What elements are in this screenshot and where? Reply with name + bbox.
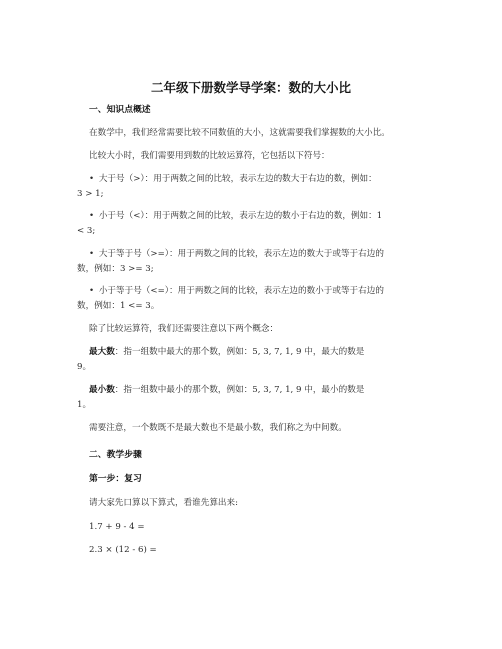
bullet-icon: • — [89, 249, 95, 259]
section-2-heading: 二、教学步骤 — [89, 450, 142, 460]
step-1-heading: 第一步：复习 — [89, 474, 142, 484]
bullet-less-equal — [89, 285, 384, 298]
bullet-less-than — [89, 210, 382, 223]
bullet-less-equal-cont: 数，例如：1 <= 3。 — [77, 301, 160, 311]
bullet-greater-equal-text: 大于等于号（>=）：用于两数之间的比较，表示左边的数大于或等于右边的 — [98, 249, 384, 259]
bullet-icon: • — [89, 174, 95, 184]
bullet-greater-than-text: 大于号（>）：用于两数之间的比较，表示左边的数大于右边的数，例如： — [98, 174, 377, 184]
bullet-greater-equal-cont: 数，例如：3 >= 3; — [77, 264, 154, 274]
bullet-less-than-cont: < 3; — [77, 226, 96, 236]
min-number-text: ：指一组数中最小的那个数，例如：5, 3, 7, 1, 9 中，最小的数是 — [114, 385, 365, 395]
step-1-instruction: 请大家先口算以下算式，看谁先算出来: — [89, 498, 238, 508]
max-number-term: 最大数 — [89, 347, 115, 357]
max-number-text: ：指一组数中最大的那个数，例如：5, 3, 7, 1, 9 中，最大的数是 — [114, 347, 365, 357]
bullet-greater-than-cont: 3 > 1; — [77, 189, 104, 199]
max-number-cont: 9。 — [77, 362, 92, 372]
concepts-intro: 除了比较运算符，我们还需要注意以下两个概念： — [89, 324, 279, 334]
middle-number-note: 需要注意，一个数既不是最大数也不是最小数，我们称之为中间数。 — [89, 423, 347, 433]
bullet-icon: • — [89, 211, 95, 221]
intro-paragraph-1: 在数学中，我们经常需要比较不同数值的大小，这就需要我们掌握数的大小比。 — [89, 128, 390, 138]
bullet-greater-equal — [89, 248, 384, 261]
bullet-less-equal-text: 小于等于号（<=）：用于两数之间的比较，表示左边的数小于或等于右边的 — [98, 286, 384, 296]
min-number-cont: 1。 — [77, 400, 92, 410]
bullet-greater-than — [89, 173, 377, 186]
section-1-heading: 一、知识点概述 — [89, 105, 151, 115]
intro-paragraph-2: 比较大小时，我们需要用到数的比较运算符，它包括以下符号： — [89, 151, 330, 161]
min-number-term: 最小数 — [89, 385, 115, 395]
page-title: 二年级下册数学导学案：数的大小比 — [150, 80, 351, 95]
exercise-1: 1.7 + 9 - 4 = — [89, 522, 145, 532]
bullet-less-than-text: 小于号（<）：用于两数之间的比较，表示左边的数小于右边的数，例如：1 — [98, 211, 383, 221]
max-number-definition — [89, 346, 364, 359]
exercise-2: 2.3 × (12 - 6) = — [89, 545, 157, 555]
bullet-icon: • — [89, 286, 95, 296]
min-number-definition — [89, 384, 364, 397]
